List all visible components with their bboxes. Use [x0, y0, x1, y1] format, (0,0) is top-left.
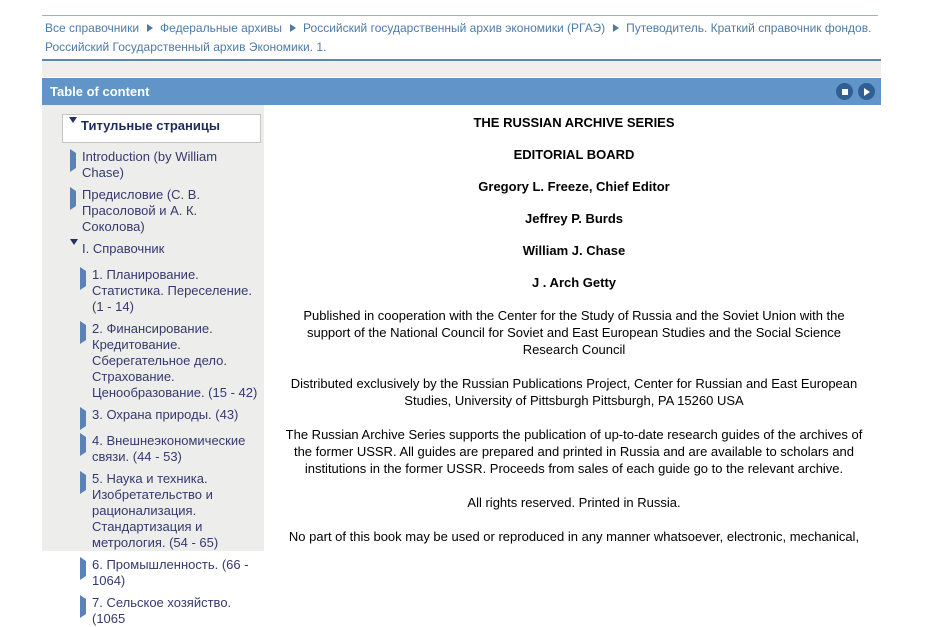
stop-button[interactable]: [836, 83, 853, 100]
sidebar-item-foreign-economic[interactable]: [42, 433, 260, 465]
expanded-icon: [70, 241, 82, 261]
content-heading-burds: Jeffrey P. Burds: [524, 211, 624, 226]
sidebar-item-nature[interactable]: [42, 407, 260, 427]
sidebar-item-planning[interactable]: [42, 267, 260, 315]
collapsed-icon: [70, 149, 82, 181]
content-paragraph-distributed: Distributed exclusively by the Russian Publications Project, Center for Russian and East European Studies, University of Pittsburgh Pittsburgh, PA 15260 USA: [290, 376, 858, 408]
content-paragraph-no-part: No part of this book may be used or reproduced in any manner whatsoever, electronic, mechanical,: [288, 529, 860, 544]
expanded-icon: [69, 118, 81, 139]
collapsed-icon: [80, 433, 92, 465]
sidebar-item-label: 7. Сельское хозяйство. (1065: [92, 595, 232, 626]
sidebar-item-science[interactable]: [42, 471, 260, 551]
breadcrumb-separator-icon: [613, 24, 619, 32]
content-heading-editorial-board: EDITORIAL BOARD: [513, 147, 635, 162]
sidebar-item-label: 2. Финансирование. Кредитование. Сберегательное дело. Страхование. Ценообразование. (15 - 42): [92, 321, 258, 400]
sidebar-item-label: 5. Наука и техника. Изобретательство и рационализация. Стандартизация и метрология. (54 - 65): [92, 471, 219, 550]
sidebar-item-label: 4. Внешнеэкономические связи. (44 - 53): [92, 433, 246, 464]
sidebar-item-introduction[interactable]: [42, 149, 260, 181]
content-heading-chase: William J. Chase: [522, 243, 626, 258]
breadcrumb: [42, 15, 878, 59]
main-row: [42, 105, 881, 626]
collapsed-icon: [80, 557, 92, 589]
collapsed-icon: [80, 321, 92, 401]
content-heading-series: THE RUSSIAN ARCHIVE SERIES: [473, 115, 675, 130]
play-icon: [864, 88, 870, 96]
content-paragraph-rights: All rights reserved. Printed in Russia.: [467, 495, 681, 510]
collapsed-icon: [80, 407, 92, 427]
sidebar-item-label: Титульные страницы: [81, 118, 220, 133]
sidebar-item-label: 6. Промышленность. (66 - 1064): [92, 557, 249, 588]
stop-icon: [842, 89, 848, 95]
sidebar-item-predislovie[interactable]: [42, 187, 260, 235]
sidebar-item-spravochnik[interactable]: [42, 241, 260, 261]
breadcrumb-item-all-directories[interactable]: Все справочники: [45, 21, 140, 35]
content-heading-getty: J . Arch Getty: [531, 275, 617, 290]
sidebar-item-title-pages[interactable]: [62, 114, 261, 143]
sidebar-item-label: Предисловие (С. В. Прасоловой и А. К. Соколова): [82, 187, 201, 234]
content-paragraph-published: Published in cooperation with the Center for the Study of Russia and the Soviet Union with the support of the National Council for Soviet and East European Studies and the Social Science Research Council: [303, 308, 845, 357]
next-button[interactable]: [858, 83, 875, 100]
collapsed-icon: [80, 267, 92, 315]
header-spacer: [42, 61, 881, 78]
sidebar-item-label: 3. Охрана природы. (43): [92, 407, 239, 422]
content-paragraph-supports: The Russian Archive Series supports the publication of up-to-date research guides of the archives of the former USSR. All guides are prepared and printed in Russia and are available to scholars and institutions in the former USSR. Proceeds from sales of each guide go to the relevant archive.: [285, 427, 863, 476]
breadcrumb-item-guide[interactable]: Путеводитель. Краткий справочник фондов. Российский Государственный архив Экономики. 1.: [45, 21, 872, 54]
sidebar-item-agriculture[interactable]: [42, 595, 260, 627]
breadcrumb-item-rgae[interactable]: Российский государственный архив экономики (РГАЭ): [303, 21, 606, 35]
sidebar-item-financing[interactable]: [42, 321, 260, 401]
collapsed-icon: [80, 595, 92, 627]
sidebar-item-label: Introduction (by William Chase): [82, 149, 218, 180]
content-heading-freeze: Gregory L. Freeze, Chief Editor: [478, 179, 670, 194]
sidebar-item-label: I. Справочник: [82, 241, 165, 256]
breadcrumb-item-federal-archives[interactable]: Федеральные архивы: [160, 21, 283, 35]
page: [0, 15, 935, 626]
toc-title: Table of content: [50, 84, 150, 99]
toc-toolbar: [42, 78, 881, 105]
sidebar-item-industry[interactable]: [42, 557, 260, 589]
collapsed-icon: [80, 471, 92, 551]
sidebar-item-label: 1. Планирование. Статистика. Переселение. (1 - 14): [92, 267, 252, 314]
collapsed-icon: [70, 187, 82, 235]
content-pane: [264, 105, 881, 551]
breadcrumb-separator-icon: [147, 24, 153, 32]
breadcrumb-separator-icon: [290, 24, 296, 32]
toc-sidebar: [42, 105, 264, 626]
